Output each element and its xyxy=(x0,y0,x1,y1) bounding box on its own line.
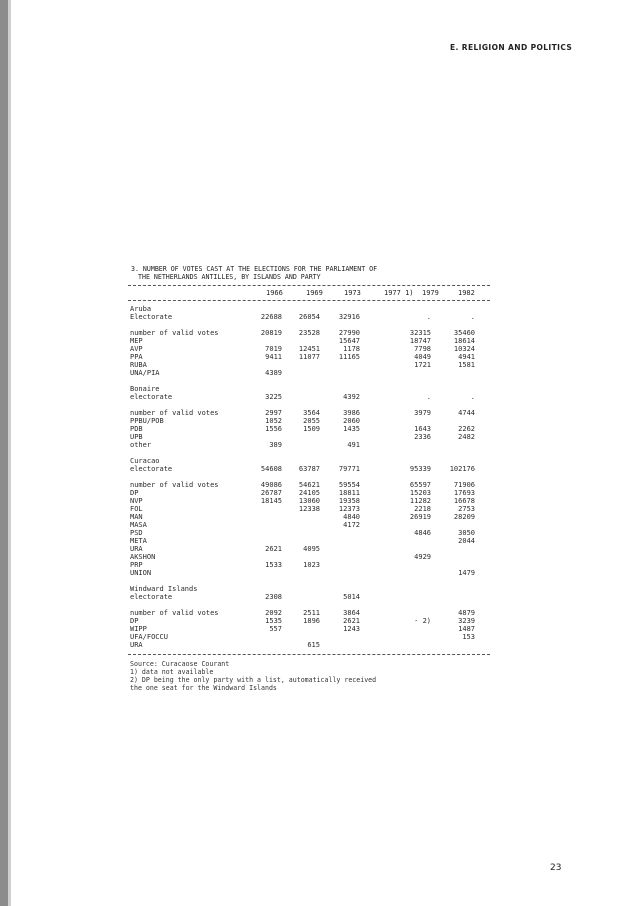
cell-value: 12338 xyxy=(298,505,320,513)
cell-value: 63787 xyxy=(298,465,320,473)
row-label: RUBA xyxy=(130,361,147,369)
row-label: UNION xyxy=(130,569,152,577)
cell-value: 1023 xyxy=(303,561,320,569)
top-rule xyxy=(128,285,490,286)
cell-value: 59554 xyxy=(338,481,360,489)
cell-value: 10324 xyxy=(453,345,475,353)
cell-value: 1643 xyxy=(414,425,431,433)
footnote-2: 2) DP being the only party with a list, automatically received xyxy=(130,676,377,684)
cell-value: . xyxy=(426,313,431,321)
cell-value: 4879 xyxy=(458,609,475,617)
cell-value: 79771 xyxy=(338,465,360,473)
cell-value: 54608 xyxy=(260,465,282,473)
year-1966: 1966 xyxy=(266,289,283,297)
cell-value: 18614 xyxy=(453,337,475,345)
cell-value: 2092 xyxy=(265,609,282,617)
cell-value: 1896 xyxy=(303,617,320,625)
row-label: DP xyxy=(130,617,139,625)
row-label: electorate xyxy=(130,593,173,601)
cell-value: 11165 xyxy=(338,353,360,361)
cell-value: 17693 xyxy=(453,489,475,497)
row-label: electorate xyxy=(130,393,173,401)
table-row xyxy=(130,465,490,474)
cell-value: 1581 xyxy=(458,361,475,369)
page-number: 23 xyxy=(550,863,562,873)
cell-value: 20819 xyxy=(260,329,282,337)
cell-value: 3225 xyxy=(265,393,282,401)
row-label: NVP xyxy=(130,497,143,505)
cell-value: 4095 xyxy=(303,545,320,553)
table-row xyxy=(130,393,490,402)
cell-value: 15203 xyxy=(409,489,431,497)
cell-value: 26787 xyxy=(260,489,282,497)
row-label: UPB xyxy=(130,433,143,441)
cell-value: 5014 xyxy=(343,593,360,601)
cell-value: 1487 xyxy=(458,625,475,633)
cell-value: 32916 xyxy=(338,313,360,321)
row-label: AKSHON xyxy=(130,553,156,561)
cell-value: 4744 xyxy=(458,409,475,417)
cell-value: 95339 xyxy=(409,465,431,473)
row-label: Electorate xyxy=(130,313,173,321)
cell-value: 102176 xyxy=(449,465,475,473)
title-line-2: THE NETHERLANDS ANTILLES, BY ISLANDS AND PARTY xyxy=(138,273,321,282)
cell-value: 26919 xyxy=(409,513,431,521)
cell-value: . xyxy=(426,393,431,401)
row-label: MEP xyxy=(130,337,143,345)
cell-value: 24105 xyxy=(298,489,320,497)
cell-value: 1509 xyxy=(303,425,320,433)
cell-value: 1435 xyxy=(343,425,360,433)
table-row xyxy=(130,569,490,578)
row-label: PPBU/POB xyxy=(130,417,164,425)
cell-value: 2621 xyxy=(265,545,282,553)
cell-value: 35460 xyxy=(453,329,475,337)
row-label: PSD xyxy=(130,529,143,537)
cell-value: 19358 xyxy=(338,497,360,505)
row-label: META xyxy=(130,537,147,545)
cell-value: 2482 xyxy=(458,433,475,441)
cell-value: . xyxy=(470,313,475,321)
cell-value: 2218 xyxy=(414,505,431,513)
row-label: other xyxy=(130,441,152,449)
cell-value: 3239 xyxy=(458,617,475,625)
row-label: number of valid votes xyxy=(130,329,219,337)
cell-value: 2044 xyxy=(458,537,475,545)
cell-value: 32315 xyxy=(409,329,431,337)
table-row xyxy=(130,641,490,650)
cell-value: 4846 xyxy=(414,529,431,537)
cell-value: 12451 xyxy=(298,345,320,353)
table-row xyxy=(130,369,490,378)
row-label: number of valid votes xyxy=(130,481,219,489)
table-row xyxy=(130,593,490,602)
cell-value: 4049 xyxy=(414,353,431,361)
page-edge xyxy=(0,0,8,906)
footnote-1: 1) data not available xyxy=(130,668,214,676)
year-1979: 1979 xyxy=(422,289,439,297)
year-1969: 1969 xyxy=(306,289,323,297)
cell-value: 2511 xyxy=(303,609,320,617)
cell-value: 389 xyxy=(269,441,282,449)
cell-value: 11282 xyxy=(409,497,431,505)
cell-value: 4392 xyxy=(343,393,360,401)
cell-value: 3050 xyxy=(458,529,475,537)
cell-value: 28209 xyxy=(453,513,475,521)
cell-value: 3864 xyxy=(343,609,360,617)
row-label: MAN xyxy=(130,513,143,521)
title-line-1: 3. NUMBER OF VOTES CAST AT THE ELECTIONS FOR THE PARLIAMENT OF xyxy=(131,265,378,273)
cell-value: 2060 xyxy=(343,417,360,425)
cell-value: 615 xyxy=(307,641,320,649)
row-label: Bonaire xyxy=(130,385,160,393)
cell-value: 4172 xyxy=(343,521,360,529)
cell-value: 11077 xyxy=(298,353,320,361)
page-edge-shadow xyxy=(8,0,11,906)
cell-value: 1556 xyxy=(265,425,282,433)
cell-value: 2262 xyxy=(458,425,475,433)
cell-value: 15647 xyxy=(338,337,360,345)
year-1973: 1973 xyxy=(344,289,361,297)
cell-value: 3979 xyxy=(414,409,431,417)
year-1977: 1977 1) xyxy=(384,289,414,297)
cell-value: 26054 xyxy=(298,313,320,321)
cell-value: 1721 xyxy=(414,361,431,369)
row-label: Windward Islands xyxy=(130,585,198,593)
row-label: UFA/FOCCU xyxy=(130,633,168,641)
row-label: URA xyxy=(130,545,143,553)
cell-value: - 2) xyxy=(414,617,431,625)
cell-value: 18145 xyxy=(260,497,282,505)
row-label: DP xyxy=(130,489,139,497)
row-label: PPA xyxy=(130,353,143,361)
row-label: number of valid votes xyxy=(130,609,219,617)
cell-value: 16678 xyxy=(453,497,475,505)
bottom-rule xyxy=(128,654,490,655)
cell-value: 3986 xyxy=(343,409,360,417)
cell-value: 1535 xyxy=(265,617,282,625)
cell-value: 2997 xyxy=(265,409,282,417)
row-label: URA xyxy=(130,641,143,649)
row-label: MASA xyxy=(130,521,147,529)
row-label: number of valid votes xyxy=(130,409,219,417)
row-label: Aruba xyxy=(130,305,152,313)
cell-value: . xyxy=(470,393,475,401)
cell-value: 12373 xyxy=(338,505,360,513)
table-title xyxy=(131,265,377,282)
cell-value: 71906 xyxy=(453,481,475,489)
cell-value: 1479 xyxy=(458,569,475,577)
cell-value: 3564 xyxy=(303,409,320,417)
cell-value: 4941 xyxy=(458,353,475,361)
row-label: PDB xyxy=(130,425,143,433)
row-label: PRP xyxy=(130,561,143,569)
cell-value: 4840 xyxy=(343,513,360,521)
cell-value: 2308 xyxy=(265,593,282,601)
cell-value: 4929 xyxy=(414,553,431,561)
cell-value: 557 xyxy=(269,625,282,633)
row-label: AVP xyxy=(130,345,143,353)
cell-value: 18747 xyxy=(409,337,431,345)
cell-value: 2621 xyxy=(343,617,360,625)
cell-value: 9411 xyxy=(265,353,282,361)
cell-value: 4389 xyxy=(265,369,282,377)
cell-value: 27990 xyxy=(338,329,360,337)
cell-value: 65597 xyxy=(409,481,431,489)
cell-value: 18811 xyxy=(338,489,360,497)
row-label: Curacao xyxy=(130,457,160,465)
header-rule xyxy=(128,300,490,301)
cell-value: 491 xyxy=(347,441,360,449)
footnote-2-cont: the one seat for the Windward Islands xyxy=(130,684,277,692)
cell-value: 7798 xyxy=(414,345,431,353)
row-label: electorate xyxy=(130,465,173,473)
cell-value: 2336 xyxy=(414,433,431,441)
cell-value: 54621 xyxy=(298,481,320,489)
row-label: WIPP xyxy=(130,625,147,633)
year-1982: 1982 xyxy=(458,289,475,297)
cell-value: 1533 xyxy=(265,561,282,569)
cell-value: 49086 xyxy=(260,481,282,489)
footnote-source: Source: Curacaose Courant xyxy=(130,660,230,668)
cell-value: 1243 xyxy=(343,625,360,633)
table-row xyxy=(130,441,490,450)
cell-value: 7019 xyxy=(265,345,282,353)
cell-value: 13060 xyxy=(298,497,320,505)
row-label: FOL xyxy=(130,505,143,513)
cell-value: 1052 xyxy=(265,417,282,425)
cell-value: 2753 xyxy=(458,505,475,513)
row-label: UNA/PIA xyxy=(130,369,160,377)
cell-value: 22688 xyxy=(260,313,282,321)
cell-value: 1178 xyxy=(343,345,360,353)
cell-value: 23528 xyxy=(298,329,320,337)
cell-value: 153 xyxy=(462,633,475,641)
cell-value: 2055 xyxy=(303,417,320,425)
section-header: E. RELIGION AND POLITICS xyxy=(450,43,573,52)
table-row xyxy=(130,313,490,322)
